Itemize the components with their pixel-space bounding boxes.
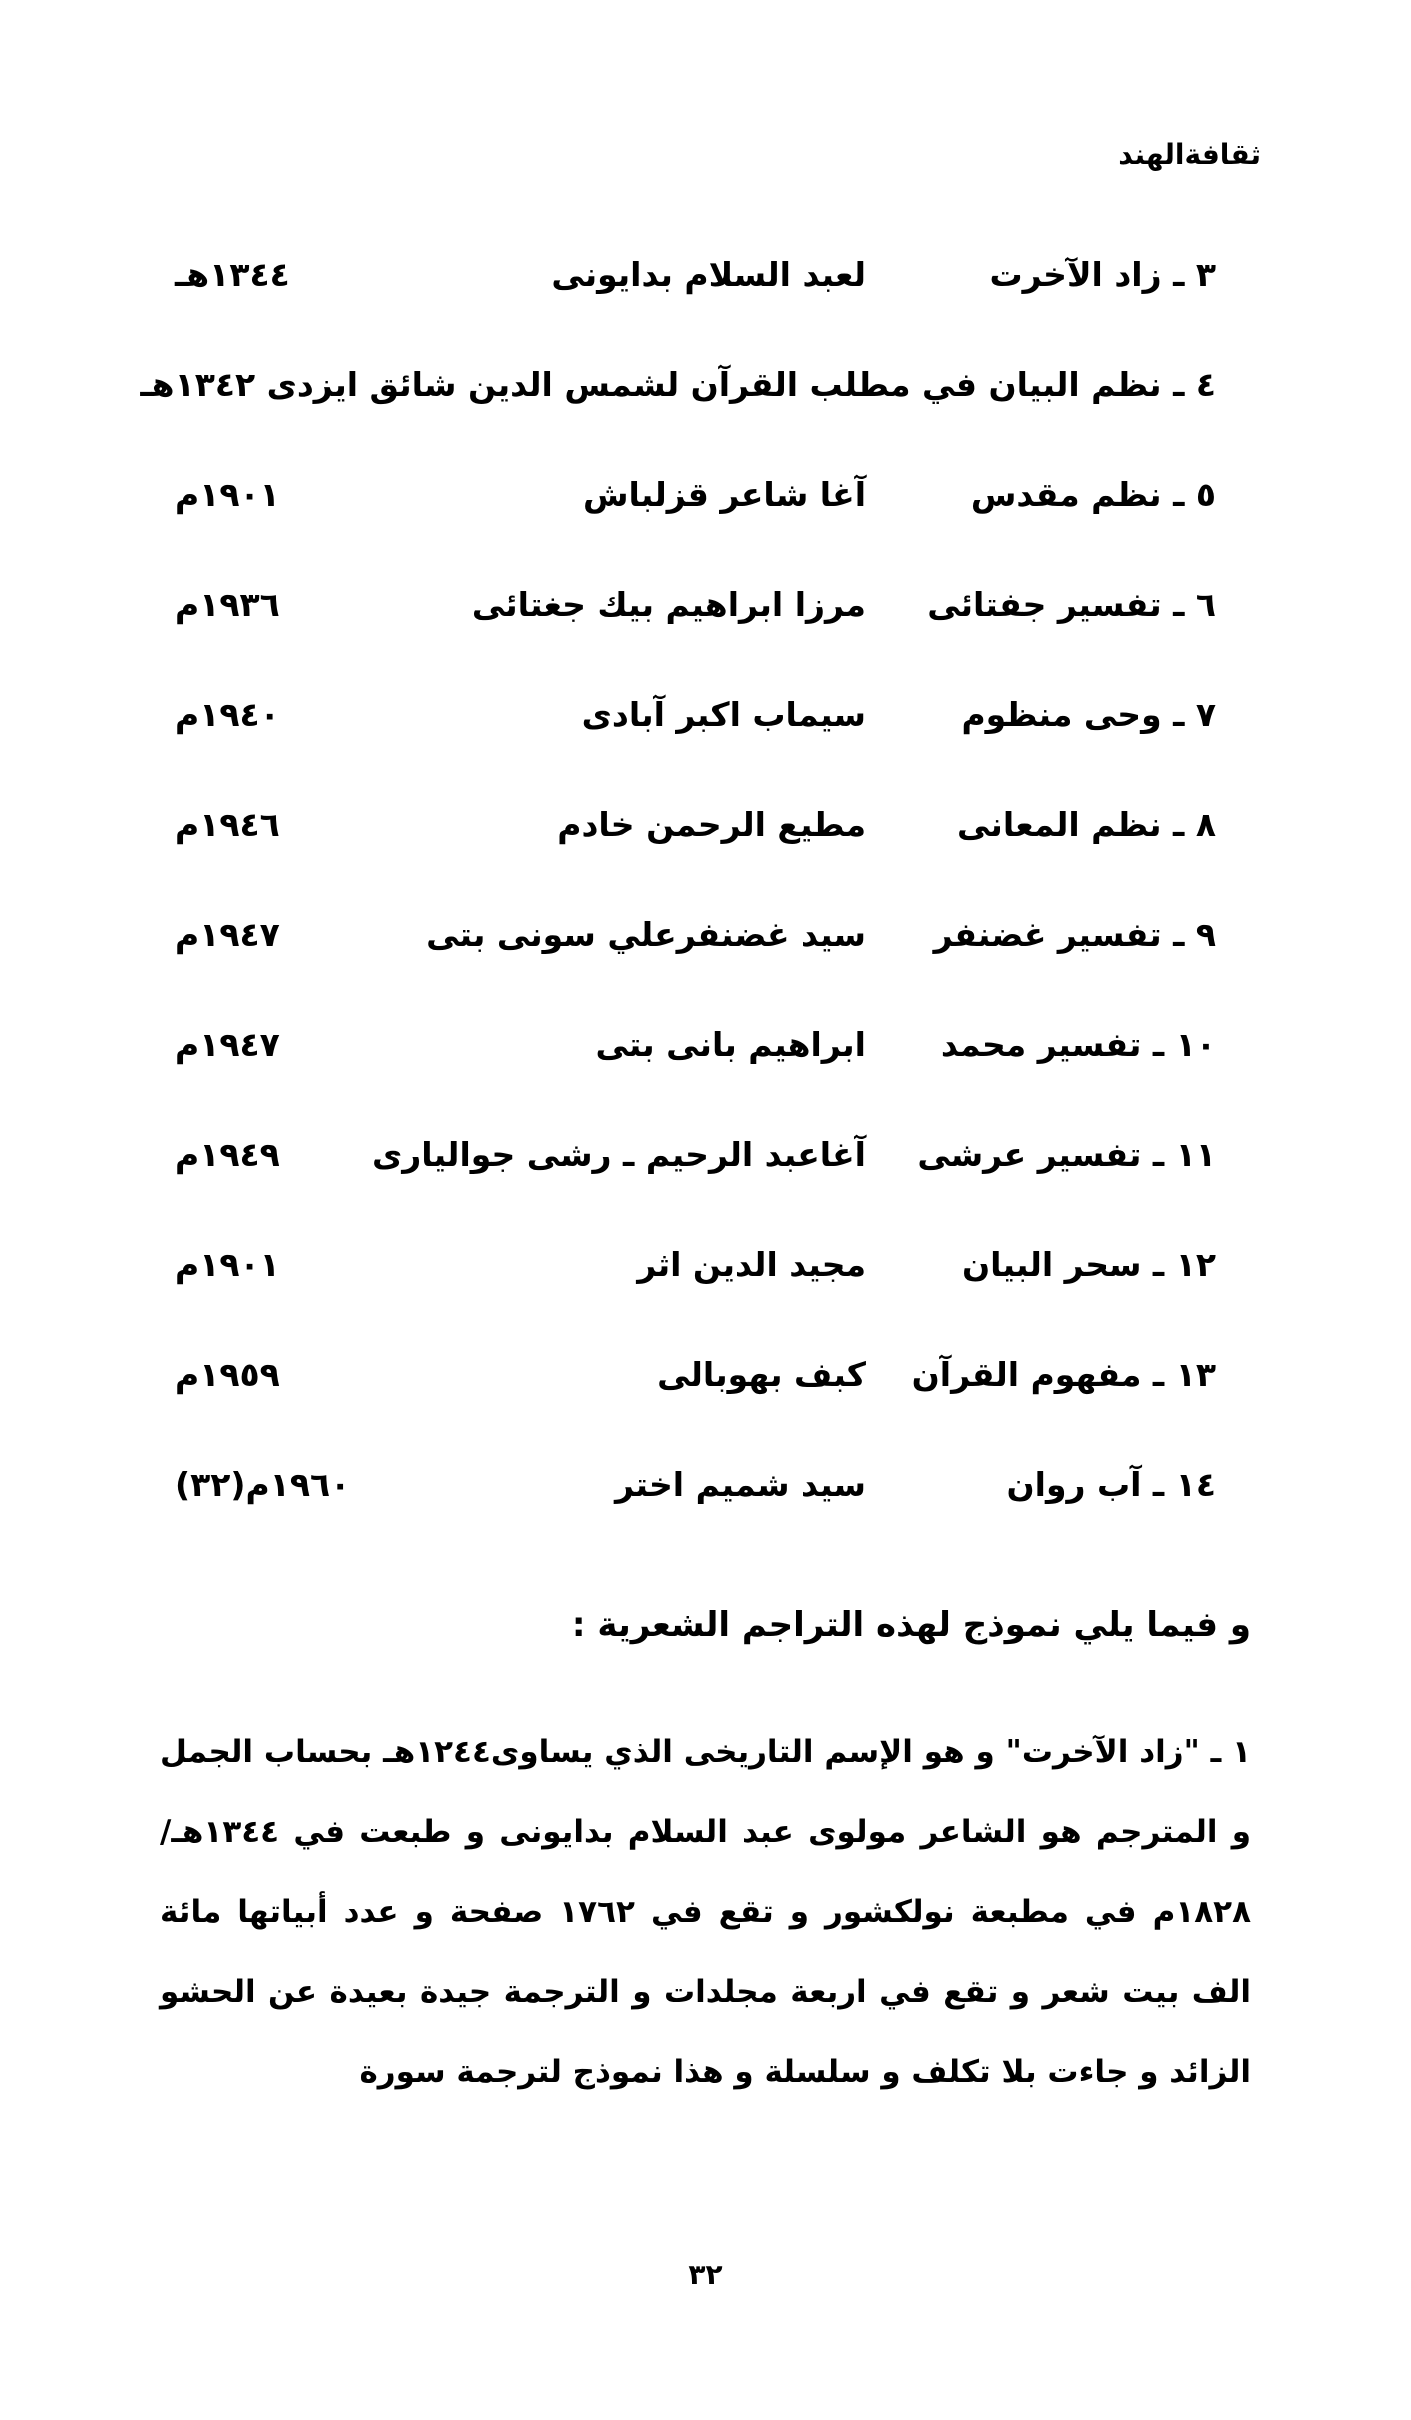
book-row bbox=[0, 1025, 1411, 1135]
book-row bbox=[0, 1465, 1411, 1575]
book-title: ٨ ـ نظم المعانى bbox=[957, 805, 1216, 844]
book-date: ١٩٤٧م bbox=[175, 915, 280, 954]
book-row bbox=[0, 365, 1411, 475]
page-number: ٣٢ bbox=[688, 2258, 723, 2291]
book-date: ١٩٠١م bbox=[175, 1245, 280, 1284]
book-row bbox=[0, 255, 1411, 365]
book-date: ١٩٤٩م bbox=[175, 1135, 280, 1174]
book-date: ١٩٣٦م bbox=[175, 585, 280, 624]
book-title: ١٠ ـ تفسير محمد bbox=[940, 1025, 1216, 1064]
book-author: ابراهيم بانى بتى bbox=[595, 1025, 866, 1064]
book-list bbox=[0, 255, 1411, 1575]
book-row bbox=[0, 695, 1411, 805]
running-header: ثقافةالهند bbox=[1118, 138, 1261, 171]
book-title: ١٢ ـ سحر البيان bbox=[961, 1245, 1216, 1284]
book-author: لعبد السلام بدايونى bbox=[551, 255, 866, 294]
book-date: ١٩٤٠م bbox=[175, 695, 280, 734]
book-date: ١٩٤٦م bbox=[175, 805, 280, 844]
book-author: سيد شميم اختر bbox=[615, 1465, 866, 1504]
book-author: سيماب اكبر آبادى bbox=[581, 695, 866, 734]
book-date: ١٩٦٠م(٣٢) bbox=[175, 1465, 351, 1504]
book-title: ١٤ ـ آب روان bbox=[1006, 1465, 1216, 1504]
book-date: ١٩٠١م bbox=[175, 475, 280, 514]
book-title: ٤ ـ نظم البيان في مطلب القرآن لشمس الدين شائق ايزدى ١٣٤٢هـ bbox=[140, 365, 1216, 404]
book-date: ١٩٤٧م bbox=[175, 1025, 280, 1064]
book-row bbox=[0, 1355, 1411, 1465]
book-author: كبف بهوبالى bbox=[657, 1355, 866, 1394]
section-intro: و فيما يلي نموذج لهذه التراجم الشعرية : bbox=[571, 1605, 1251, 1645]
book-row bbox=[0, 585, 1411, 695]
book-title: ٩ ـ تفسير غضنفر bbox=[933, 915, 1216, 954]
book-title: ١١ ـ تفسير عرشى bbox=[917, 1135, 1216, 1174]
book-row bbox=[0, 1135, 1411, 1245]
book-author: مرزا ابراهيم بيك جغتائى bbox=[471, 585, 866, 624]
book-title: ١٣ ـ مفهوم القرآن bbox=[911, 1355, 1216, 1394]
book-title: ٧ ـ وحى منظوم bbox=[961, 695, 1216, 734]
book-title: ٣ ـ زاد الآخرت bbox=[989, 255, 1216, 294]
book-row bbox=[0, 1245, 1411, 1355]
book-date: ١٣٤٤هـ bbox=[175, 255, 290, 294]
book-row bbox=[0, 805, 1411, 915]
book-date: ١٩٥٩م bbox=[175, 1355, 280, 1394]
book-author: آغاعبد الرحيم ـ رشى جواليارى bbox=[371, 1135, 866, 1174]
book-row bbox=[0, 915, 1411, 1025]
book-author: سيد غضنفرعلي سونى بتى bbox=[426, 915, 866, 954]
book-title: ٦ ـ تفسير جفتائى bbox=[927, 585, 1216, 624]
book-title: ٥ ـ نظم مقدس bbox=[970, 475, 1216, 514]
body-paragraph: ١ ـ "زاد الآخرت" و هو الإسم التاريخى الذي يساوى١٢٤٤هـ بحساب الجمل و المترجم هو الشاعر مولوى عبد السلام بدايونى و طبعت في ١٣٤٤هـ/١٨٢٨م في مطبعة نولكشور و تقع في ١٧٦٢ صفحة و عدد أبياتها مائة الف بيت شعر و تقع في اربعة مجلدات و الترجمة جيدة بعيدة عن الحشو الزائد و جاءت بلا تكلف و سلسلة و هذا نموذج لترجمة سورة bbox=[160, 1734, 1252, 2090]
book-author: آغا شاعر قزلباش bbox=[582, 475, 866, 514]
book-row bbox=[0, 475, 1411, 585]
book-author: مجيد الدين اثر bbox=[637, 1245, 866, 1284]
book-author: مطيع الرحمن خادم bbox=[557, 805, 866, 844]
